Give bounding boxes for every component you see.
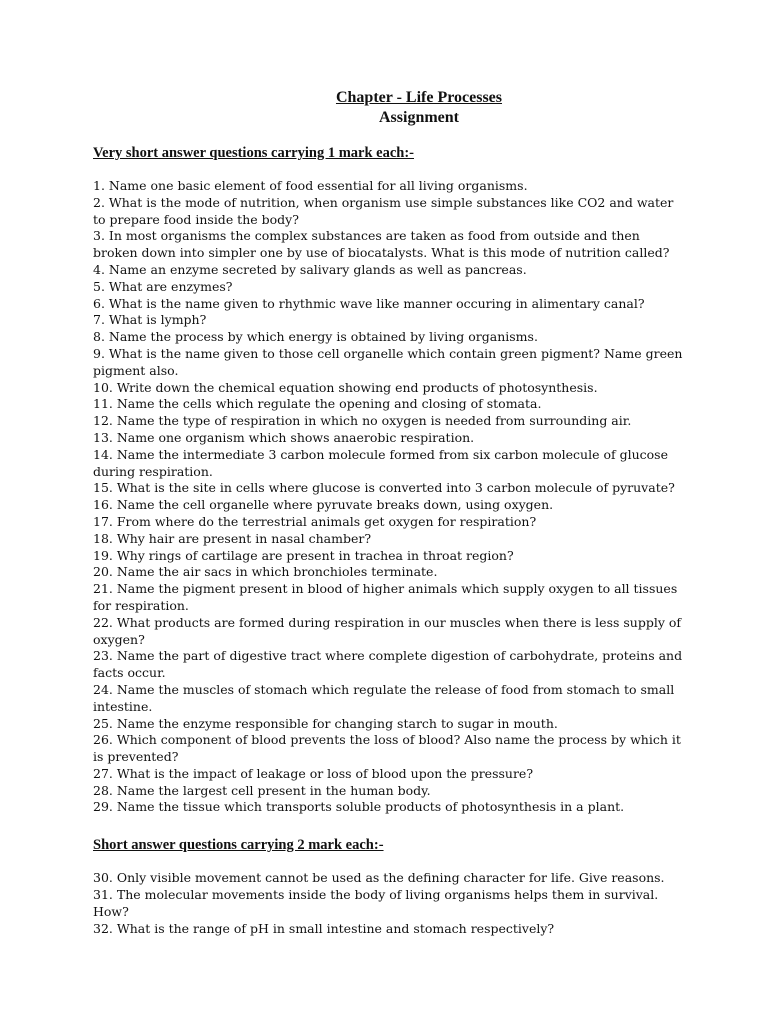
question-item: 12. Name the type of respiration in which no oxygen is needed from surrounding air. (93, 413, 632, 429)
question-item: 13. Name one organism which shows anaerobic respiration. (93, 429, 475, 445)
question-item: 6. What is the name given to rhythmic wave like manner occuring in alimentary canal? (93, 295, 645, 311)
question-item: 11. Name the cells which regulate the opening and closing of stomata. (93, 396, 542, 412)
assignment-subtitle: Assignment (378, 109, 459, 126)
question-list (93, 178, 683, 816)
question-item: 24. Name the muscles of stomach which regulate the release of food from stomach to small intestine. (93, 681, 675, 714)
question-item: 14. Name the intermediate 3 carbon molecule formed from six carbon molecule of glucose during respiration. (93, 446, 668, 479)
question-item: 19. Why rings of cartilage are present in trachea in throat region? (93, 547, 514, 563)
question-item: 26. Which component of blood prevents the loss of blood? Also name the process by which it is prevented? (93, 732, 681, 765)
question-item: 23. Name the part of digestive tract where complete digestion of carbohydrate, proteins and facts occur. (93, 648, 683, 681)
question-item: 18. Why hair are present in nasal chamber? (93, 530, 372, 546)
question-item: 25. Name the enzyme responsible for changing starch to sugar in mouth. (93, 715, 558, 731)
question-item: 32. What is the range of pH in small intestine and stomach respectively? (93, 920, 555, 936)
question-item: 1. Name one basic element of food essential for all living organisms. (93, 178, 528, 193)
question-item: 21. Name the pigment present in blood of higher animals which supply oxygen to all tissues for respiration. (93, 581, 678, 613)
question-item: 4. Name an enzyme secreted by salivary glands as well as pancreas. (93, 261, 527, 277)
question-item: 9. What is the name given to those cell organelle which contain green pigment? Name green pigment also. (93, 345, 683, 378)
question-item: 31. The molecular movements inside the body of living organisms helps them in survival. How? (93, 887, 659, 919)
question-item: 20. Name the air sacs in which bronchioles terminate. (93, 564, 438, 580)
section-heading: Short answer questions carrying 2 mark each:- (93, 837, 384, 854)
document-body (93, 144, 683, 937)
section-very-short-answers (93, 144, 683, 816)
question-item: 27. What is the impact of leakage or loss of blood upon the pressure? (93, 765, 534, 781)
question-item: 10. Write down the chemical equation showing end products of photosynthesis. (93, 379, 598, 395)
section-heading: Very short answer questions carrying 1 mark each:- (93, 145, 414, 161)
question-item: 22. What products are formed during respiration in our muscles when there is less supply of oxygen? (93, 614, 682, 647)
question-item: 3. In most organisms the complex substances are taken as food from outside and then broken down into simpler one by use of biocatalysts. What is this mode of nutrition called? (93, 228, 670, 261)
question-item: 29. Name the tissue which transports soluble products of photosynthesis in a plant. (93, 799, 625, 815)
question-item: 28. Name the largest cell present in the human body. (93, 782, 431, 798)
question-item: 7. What is lymph? (93, 312, 207, 328)
question-list (93, 870, 683, 937)
question-item: 5. What are enzymes? (93, 278, 233, 294)
question-item: 2. What is the mode of nutrition, when organism use simple substances like CO2 and water to prepare food inside the body? (93, 194, 674, 227)
question-item: 16. Name the cell organelle where pyruvate breaks down, using oxygen. (93, 497, 554, 513)
chapter-title: Chapter - Life Processes (335, 89, 503, 106)
section-short-answers (93, 836, 683, 937)
question-item: 8. Name the process by which energy is obtained by living organisms. (93, 329, 538, 345)
question-item: 15. What is the site in cells where glucose is converted into 3 carbon molecule of pyruvate? (93, 480, 675, 496)
question-item: 30. Only visible movement cannot be used as the defining character for life. Give reasons. (93, 870, 665, 886)
title-block (0, 88, 768, 128)
question-item: 17. From where do the terrestrial animals get oxygen for respiration? (93, 513, 537, 529)
